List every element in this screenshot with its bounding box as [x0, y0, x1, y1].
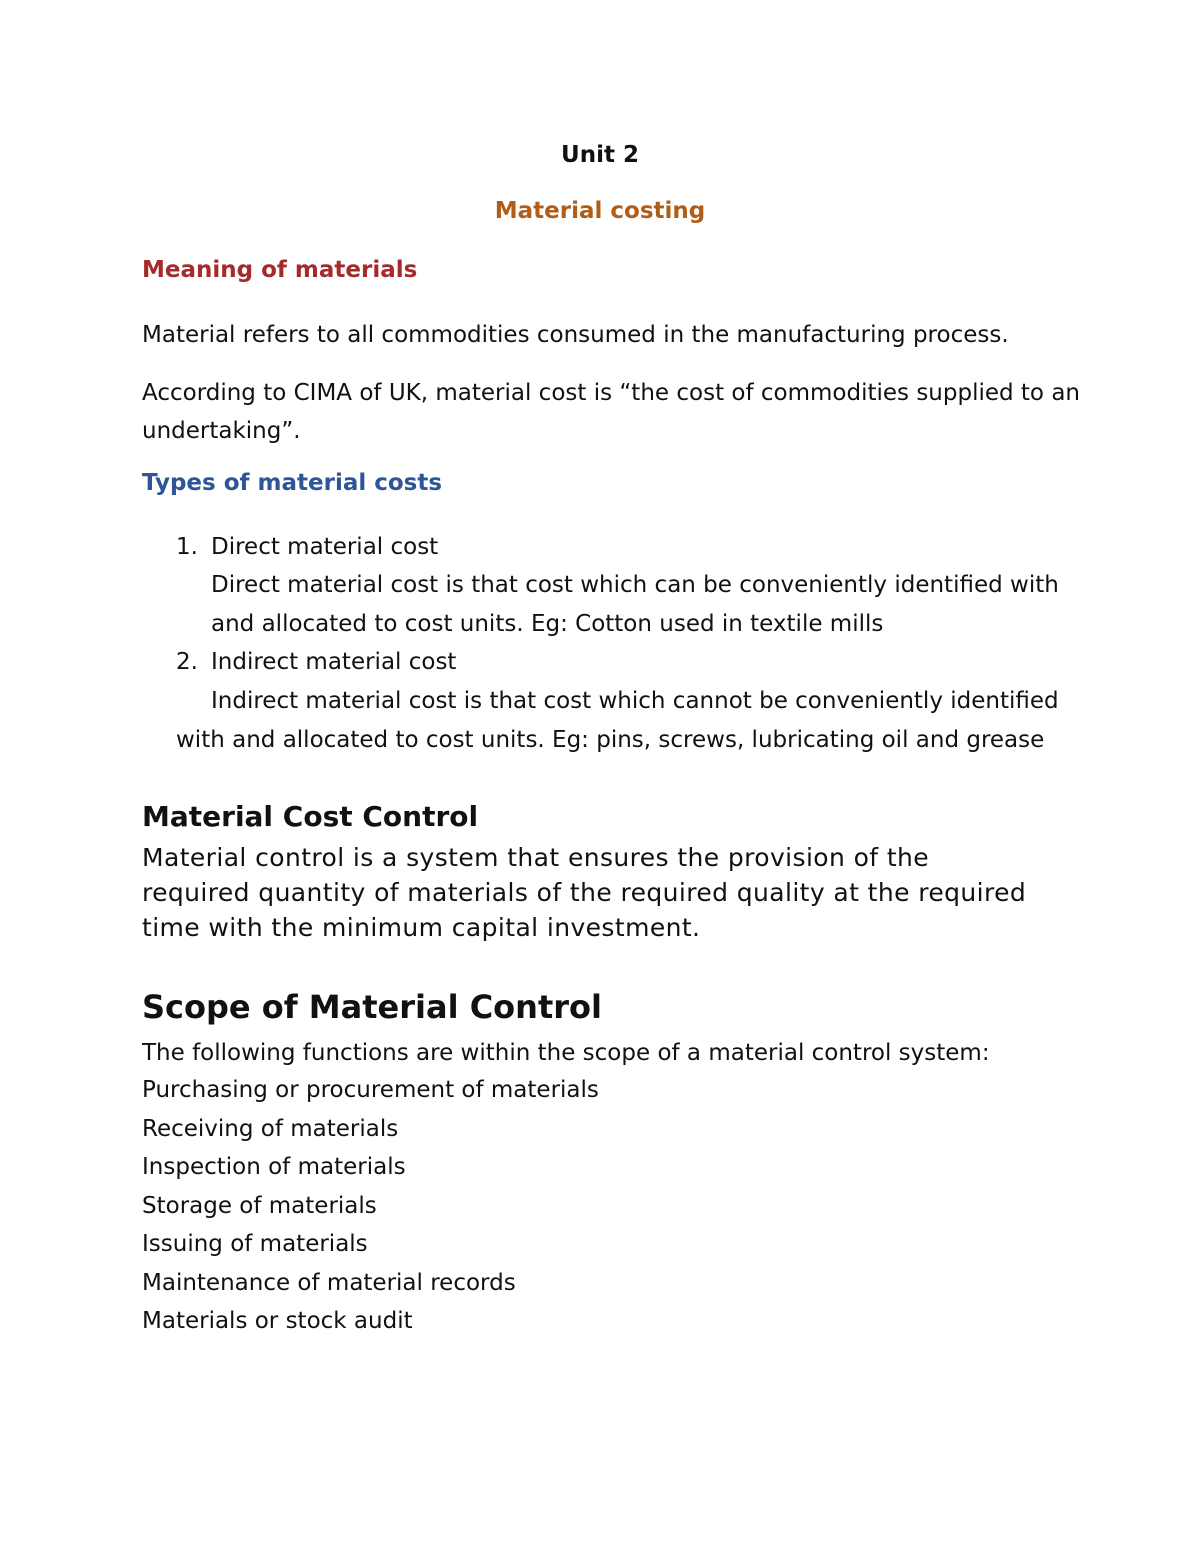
unit-title: Unit 2 — [561, 142, 639, 168]
control-heading: Material Cost Control — [142, 800, 479, 833]
control-line-1: Material control is a system that ensures the provision of the — [142, 843, 930, 872]
scope-item: Purchasing or procurement of materials — [142, 1077, 599, 1103]
meaning-paragraph-2-line-2: undertaking”. — [142, 418, 301, 444]
scope-item: Inspection of materials — [142, 1154, 406, 1180]
types-heading: Types of material costs — [142, 470, 443, 496]
section-title: Material costing — [494, 198, 706, 224]
scope-item: Materials or stock audit — [142, 1308, 413, 1334]
list-item-description-line-2: with and allocated to cost units. Eg: pins, screws, lubricating oil and grease — [176, 727, 1045, 753]
scope-heading: Scope of Material Control — [142, 988, 602, 1026]
list-item-description-line-1: Indirect material cost is that cost which cannot be conveniently identified — [211, 688, 1059, 714]
list-item-description-line-1: Direct material cost is that cost which can be conveniently identified with — [211, 572, 1059, 598]
control-line-3: time with the minimum capital investment. — [142, 913, 701, 942]
control-line-2: required quantity of materials of the required quality at the required — [142, 878, 1027, 907]
list-item-title: Indirect material cost — [211, 649, 457, 675]
list-number: 2. — [176, 649, 198, 675]
scope-item: Storage of materials — [142, 1193, 377, 1219]
list-item-title: Direct material cost — [211, 534, 439, 560]
meaning-heading: Meaning of materials — [142, 257, 418, 283]
list-number: 1. — [176, 534, 198, 560]
scope-intro: The following functions are within the scope of a material control system: — [142, 1040, 990, 1066]
scope-item: Maintenance of material records — [142, 1270, 516, 1296]
list-item-description-line-2: and allocated to cost units. Eg: Cotton used in textile mills — [211, 611, 884, 637]
meaning-paragraph-1: Material refers to all commodities consumed in the manufacturing process. — [142, 322, 1009, 348]
scope-item: Issuing of materials — [142, 1231, 368, 1257]
scope-item: Receiving of materials — [142, 1116, 399, 1142]
meaning-paragraph-2-line-1: According to CIMA of UK, material cost is “the cost of commodities supplied to an — [142, 380, 1080, 406]
